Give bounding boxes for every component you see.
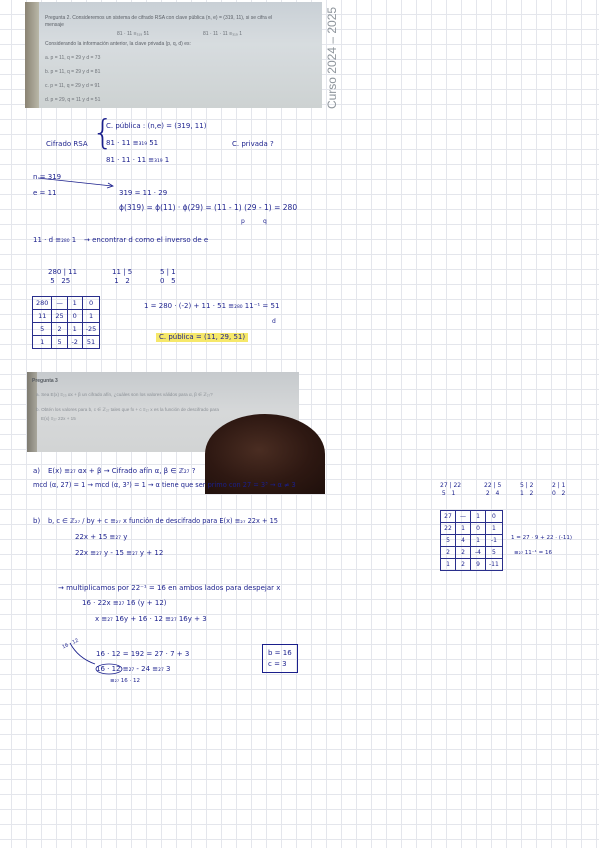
- photo-option-a: a. p = 11, q = 29 y d = 73: [45, 55, 101, 61]
- part-b-line4: → multiplicamos por 22⁻¹ = 16 en ambos lados para despejar x: [58, 584, 281, 592]
- part-b-label: b): [33, 517, 41, 525]
- q-mark: q: [263, 218, 267, 225]
- inverse-note: → encontrar d como el inverso de e: [84, 236, 209, 244]
- e-value: e = 11: [33, 189, 57, 197]
- photo2-line-a: a. Sea E(x) ≡₂₃ αx + β un cifrado afín, ¿cuáles son los valores válidos para α, β ∈ ℤ₂₇?: [36, 392, 213, 397]
- d-mark: d: [272, 318, 276, 325]
- part-a-label: a): [33, 467, 41, 475]
- rsa-public-key: C. pública : (n,e) = (319, 11): [106, 122, 207, 130]
- answer-b: b = 16: [268, 649, 292, 657]
- afin-bezout: 1 = 27 · 9 + 22 · (-11): [511, 535, 572, 541]
- bezout-rsa: 1 = 280 · (-2) + 11 · 51 ≡₂₈₀ 11⁻¹ = 51: [144, 302, 280, 310]
- arrow-note: 16 · 12: [61, 637, 80, 651]
- afin-division-3: 5 | 2 1 2: [520, 482, 534, 497]
- division-2: 11 | 5 1 2: [112, 268, 133, 286]
- photo-option-c: c. p = 11, q = 29 y d = 91: [45, 83, 101, 89]
- part-a-line1: E(x) ≡₂₇ αx + β → Cifrado afín α, β ∈ ℤ₂₇ ?: [48, 467, 196, 475]
- photo-header: Pregunta 2. Consideremos un sistema de cifrado RSA con clave pública (n, e) = (319, 11), si se cifra el: [45, 15, 273, 21]
- part-b-line6: x ≡₂₇ 16y + 16 · 12 ≡₂₇ 16y + 3: [95, 615, 207, 623]
- rsa-eq2: 81 · 11 · 11 ≡₃₁₉ 1: [106, 156, 170, 164]
- photo-intro: Considerando la información anterior, la clave privada (p, q, d) es:: [45, 41, 191, 47]
- answer-box: [262, 644, 298, 673]
- part-b-line8: 16 · 12 ≡₂₇ - 24 ≡₂₇ 3: [96, 665, 171, 673]
- answer-c: c = 3: [268, 659, 287, 668]
- photo-option-b: b. p = 11, q = 29 y d = 81: [45, 69, 101, 75]
- part-b-line9: ≡₂₇ 16 · 12: [110, 678, 141, 684]
- division-1: 280 | 11 5 25: [48, 268, 78, 286]
- table-row: 5 4 1 -1: [441, 535, 503, 547]
- table-row: 2 2 -4 5: [441, 547, 503, 559]
- n-value: n = 319: [33, 173, 62, 181]
- photo2-header: Pregunta 3: [32, 378, 58, 384]
- table-row: 11 25 0 1: [33, 310, 100, 323]
- rsa-brace: {: [92, 113, 114, 153]
- rsa-label: Cifrado RSA: [46, 140, 88, 148]
- euclid-table-afin: [440, 510, 503, 571]
- table-row: 280 — 1 0: [33, 297, 100, 310]
- afin-division-1: 27 | 22 5 1: [440, 482, 462, 497]
- rsa-question: C. privada ?: [232, 140, 274, 148]
- factorization: 319 = 11 · 29: [119, 189, 168, 197]
- photo2-line-b2: E(x) ≡₂₇ 22x + 15: [41, 416, 76, 421]
- photo-eq1: 81 · 11 ≡₃₁₉ 51: [117, 31, 150, 37]
- table-row: 1 5 -2 51: [33, 336, 100, 349]
- phi-equation: ϕ(319) = ϕ(11) · ϕ(29) = (11 - 1) (29 - 1) = 280: [119, 203, 298, 212]
- photo-watermark: Curso 2024 – 2025: [325, 6, 340, 110]
- table-row: 22 1 0 1: [441, 523, 503, 535]
- table-row: 1 2 9 -11: [441, 559, 503, 571]
- result-highlight: C. pública = (11, 29, 51): [156, 333, 248, 342]
- inverse-equation: 11 · d ≡₂₈₀ 1: [33, 236, 77, 244]
- part-b-line7: 16 · 12 = 192 = 27 · 7 + 3: [96, 650, 190, 658]
- photo-header-cont: mensaje: [45, 22, 64, 28]
- part-a-line2: mcd (α, 27) = 1 → mcd (α, 3³) = 1 → α tiene que ser primo con 27 = 3³ → α ≠ 3: [33, 481, 296, 489]
- part-b-line5: 16 · 22x ≡₂₇ 16 (y + 12): [82, 599, 167, 607]
- photo2-line-b: b. Obtén los valores para b, c ∈ ℤ₂₇ tales que fx + c ≡₂₇ x es la función de descifrado para: [36, 407, 219, 412]
- photo-option-d: d. p = 29, q = 11 y d = 51: [45, 97, 101, 103]
- afin-inverse: ≡₂₇ 11⁻¹ = 16: [514, 550, 552, 556]
- table-row: 27 — 1 0: [441, 511, 503, 523]
- photo-eq2: 81 · 11 · 11 ≡₃₁₉ 1: [203, 31, 243, 37]
- p-mark: p: [241, 218, 245, 225]
- part-b-line3: 22x ≡₂₇ y - 15 ≡₂₇ y + 12: [75, 549, 164, 557]
- part-b-line2: 22x + 15 ≡₂₇ y: [75, 533, 128, 541]
- part-b-line1: b, c ∈ ℤ₂₇ / by + c ≡₂₇ x función de descifrado para E(x) ≡₂₇ 22x + 15: [48, 517, 278, 525]
- afin-division-4: 2 | 1 0 2: [552, 482, 566, 497]
- division-3: 5 | 1 0 5: [160, 268, 176, 286]
- rsa-eq1: 81 · 11 ≡₃₁₉ 51: [106, 139, 159, 147]
- afin-division-2: 22 | 5 2 4: [484, 482, 502, 497]
- table-row: 5 2 1 -25: [33, 323, 100, 336]
